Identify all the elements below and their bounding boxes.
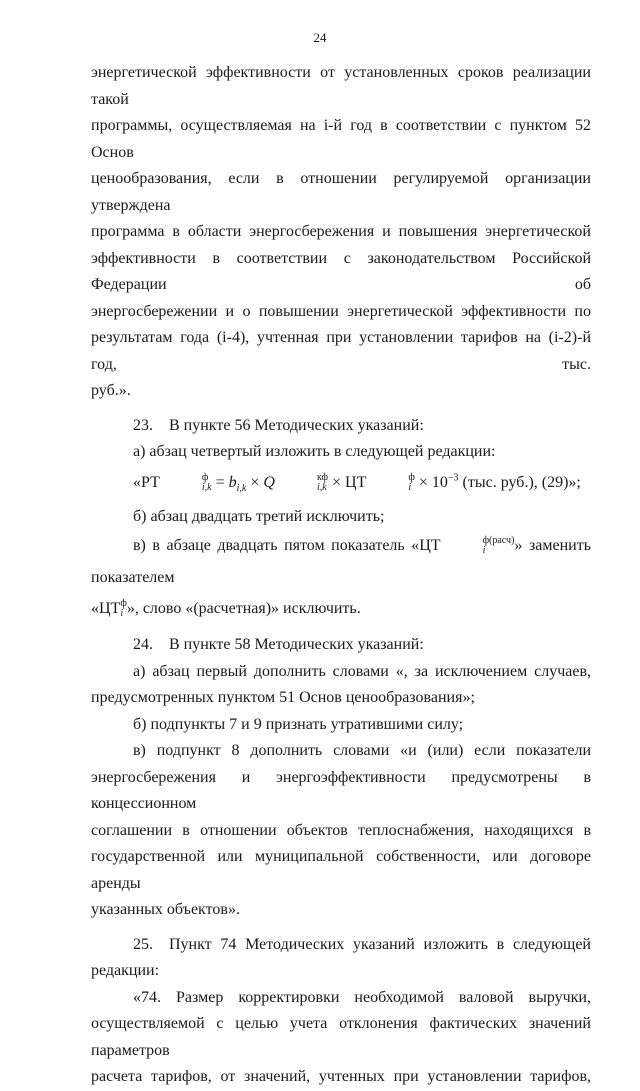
text-line: программа в области энергосбережения и повышения энергетической — [91, 223, 591, 240]
formula-29: «РТ ф i,k = $b_{i,k} \times Q$ кф i,k × ЦТ ф i × $10^{-3}$ (тыс. руб.), (29)»; — [133, 471, 581, 494]
item-25-line: редакции: — [91, 962, 160, 979]
text-line: энергетической эффективности от установленных сроков реализации такой — [91, 64, 591, 108]
item-24-v-line: энергосбережения и энергоэффективности предусмотрены в концессионном — [91, 768, 591, 812]
document-body — [91, 60, 591, 1091]
item-23-b: б) абзац двадцать третий исключить; — [133, 507, 385, 525]
item-24-v-line: соглашении в отношении объектов теплоснабжения, находящихся в — [91, 821, 591, 839]
item-23-v-line-1: в) в абзаце двадцать пятом показатель «ЦТ ф(расч) i » заменить показателем — [91, 535, 591, 586]
item-24-b: б) подпункты 7 и 9 признать утратившими силу; — [133, 715, 464, 733]
text-line: руб.». — [91, 382, 131, 399]
text-line: энергосбережении и о повышении энергетической эффективности по — [91, 302, 591, 320]
item-24-a-line: предусмотренных пунктом 51 Основ ценообразования»; — [91, 689, 475, 706]
text-line: эффективности в соответствии с законодательством Российской Федерации об — [91, 249, 591, 293]
text-line: ценообразования, если в отношении регулируемой организации утверждена — [91, 170, 591, 214]
item-25-quote-line: «74. Размер корректировки необходимой валовой выручки, — [133, 988, 591, 1006]
item-25-line: 25. Пункт 74 Методических указаний изложить в следующей — [133, 935, 591, 953]
item-23-a: а) абзац четвертый изложить в следующей редакции: — [133, 443, 496, 460]
item-24-v-line: в) подпункт 8 дополнить словами «и (или) если показатели — [133, 742, 591, 759]
page-number: 24 — [313, 30, 327, 45]
item-25-quote-line: осуществляемой с целью учета отклонения фактических значений параметров — [91, 1015, 591, 1059]
item-23-heading: 23. В пункте 56 Методических указаний: — [133, 416, 424, 434]
item-24-a-line: а) абзац первый дополнить словами «, за исключением случаев, — [133, 662, 591, 680]
item-24-v-line: указанных объектов». — [91, 901, 240, 918]
text-line: программы, осуществляемая на i-й год в соответствии с пунктом 52 Основ — [91, 117, 591, 161]
text-line: результатам года (i-4), учтенная при установлении тарифов на (i-2)-й год, тыс. — [91, 329, 591, 373]
item-23-v-line-2: «ЦТ ф i », слово «(расчетная)» исключить. — [91, 598, 361, 620]
item-24-heading: 24. В пункте 58 Методических указаний: — [133, 636, 424, 653]
item-24-v-line: государственной или муниципальной собственности, или договоре аренды — [91, 848, 591, 892]
item-25-quote-line: расчета тарифов, от значений, учтенных при установлении тарифов, — [91, 1068, 591, 1085]
